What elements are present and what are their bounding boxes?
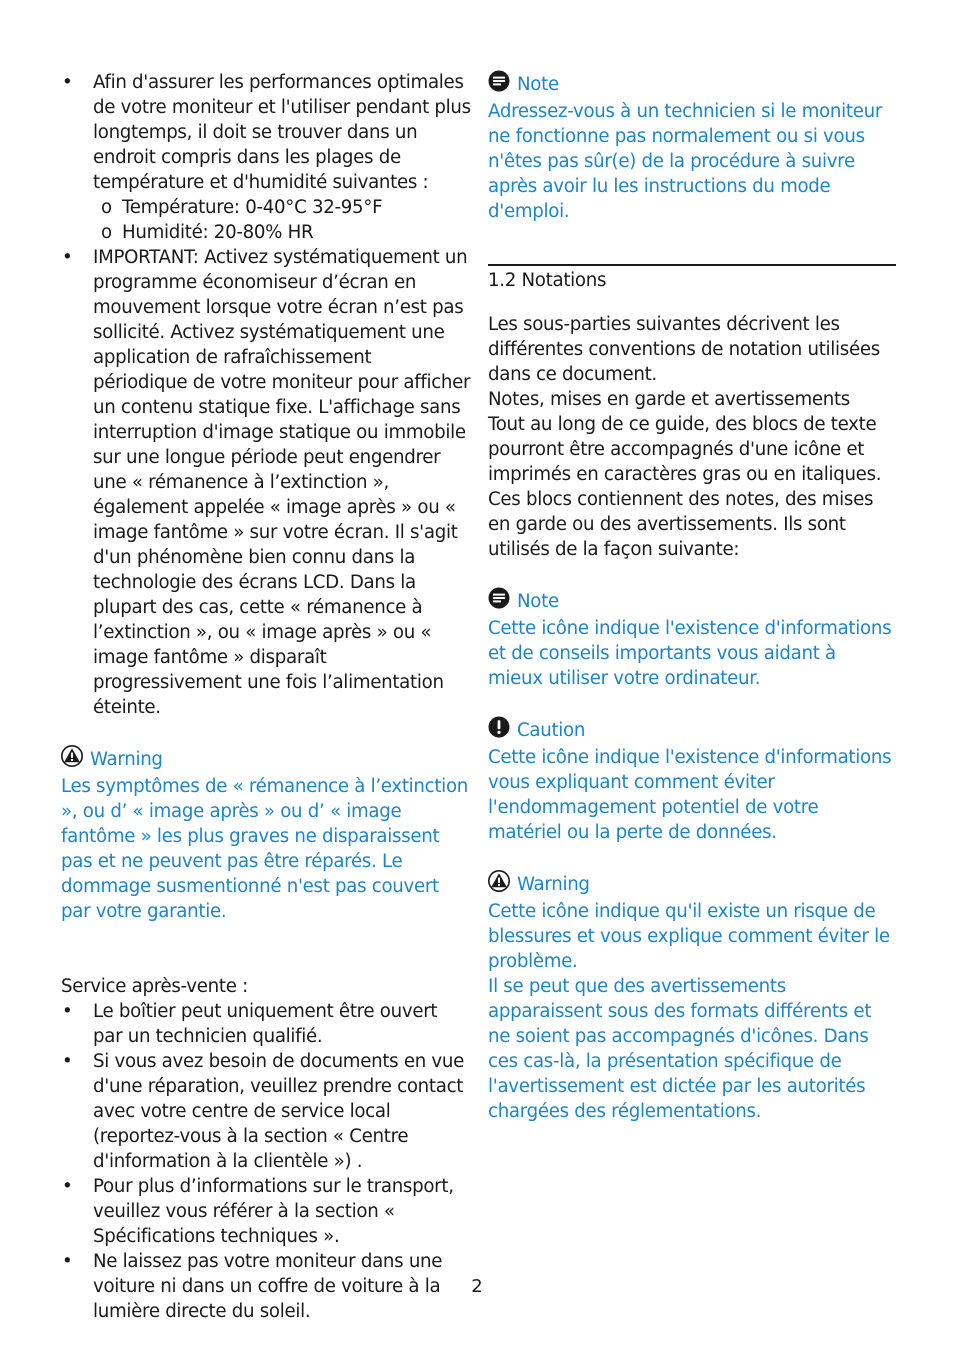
caution-text: Cette icône indique l'existence d'informations vous expliquant comment éviter l'endommagement potentiel de votre matériel ou la perte de données. (488, 747, 892, 843)
list-item: • IMPORTANT: Activez systématiquement un programme économiseur d’écran en mouvement lorsque votre écran n’est pas sollicité. Activez systématiquement une application de rafraîchissement périodique de votre moniteur pour afficher un contenu statique fixe. L'affichage sans interruption d'image statique ou immobile sur une longue période peut engendrer une « rémanence à l’extinction », également appelée « image après » ou « image fantôme » sur votre écran. Il s'agit d'un phénomène bien connu dans la technologie des écrans LCD. Dans la plupart des cas, cette « rémanence à l’extinction », ou « image après » ou « image fantôme » disparaît progressivement une fois l’alimentation éteinte. (61, 245, 471, 720)
right-column (488, 70, 896, 1124)
env-sub-list (93, 195, 471, 245)
warning-text-2: Il se peut que des avertissements apparaissent sous des formats différents et ne soient pas accompagnés d'icônes. Dans ces cas-là, la présentation spécifique de l'avertissement est dictée par les autorités chargées des réglementations. (488, 976, 872, 1122)
env-bullet-text: Afin d'assurer les performances optimales de votre moniteur et l'utiliser pendant plus longtemps, il doit se trouver dans un endroit compris dans les plages de température et d'humidité suivantes : (93, 72, 471, 193)
list-item: • Le boîtier peut uniquement être ouvert par un technicien qualifié. (61, 999, 471, 1049)
environment-list (61, 70, 471, 720)
note-block (488, 70, 896, 224)
caution-icon (488, 716, 510, 745)
service-title: Service après-vente : (61, 976, 248, 997)
intro-paragraph: Les sous-parties suivantes décrivent les différentes conventions de notation utilisées dans ce document. (488, 314, 880, 385)
list-item: • Si vous avez besoin de documents en vue d'une réparation, veuillez prendre contact avec votre centre de service local (reportez-vous à la section « Centre d'information à la clientèle ») . (61, 1049, 471, 1174)
note-block-2 (488, 587, 896, 691)
note-icon (488, 70, 510, 99)
note-title: Note (517, 74, 559, 95)
intro-subheading: Notes, mises en garde et avertissements (488, 389, 850, 410)
warning-block-2 (488, 870, 896, 1124)
list-item: • Pour plus d’informations sur le transport, veuillez vous référer à la section « Spécifications techniques ». (61, 1174, 471, 1249)
list-item: o Humidité: 20-80% HR (93, 220, 471, 245)
warning-title: Warning (90, 749, 163, 770)
note-text: Cette icône indique l'existence d'informations et de conseils importants vous aidant à mieux utiliser votre ordinateur. (488, 618, 892, 689)
note-text: Adressez-vous à un technicien si le moniteur ne fonctionne pas normalement ou si vous n'êtes pas sûr(e) de la procédure à suivre après avoir lu les instructions du mode d'emploi. (488, 101, 882, 222)
warning-text: Les symptômes de « rémanence à l’extinction », ou d’ « image après » ou d’ « image fantôme » les plus graves ne disparaissent pas et ne peuvent pas être réparés. Le dommage susmentionné n'est pas couvert par votre garantie. (61, 776, 468, 922)
warning-title: Warning (517, 874, 590, 895)
list-item: o Température: 0-40°C 32-95°F (93, 195, 471, 220)
list-item (61, 70, 471, 245)
warning-block (61, 745, 471, 924)
warning-text: Cette icône indique qu'il existe un risque de blessures et vous explique comment éviter le problème. (488, 901, 890, 972)
warning-icon (488, 870, 510, 899)
page-number: 2 (471, 1276, 483, 1297)
left-column (61, 70, 471, 1324)
section-title: 1.2 Notations (488, 270, 607, 291)
note-icon (488, 587, 510, 616)
caution-block (488, 716, 896, 845)
warning-icon (61, 745, 83, 774)
note-title: Note (517, 591, 559, 612)
intro-paragraph-2: Tout au long de ce guide, des blocs de texte pourront être accompagnés d'une icône et imprimés en caractères gras ou en italiques. Ces blocs contiennent des notes, des mises en garde ou des avertissements. Ils sont utilisés de la façon suivante: (488, 414, 882, 560)
caution-title: Caution (517, 720, 586, 741)
list-item: • Ne laissez pas votre moniteur dans une voiture ni dans un coffre de voiture à la lumière directe du soleil. (61, 1249, 471, 1324)
